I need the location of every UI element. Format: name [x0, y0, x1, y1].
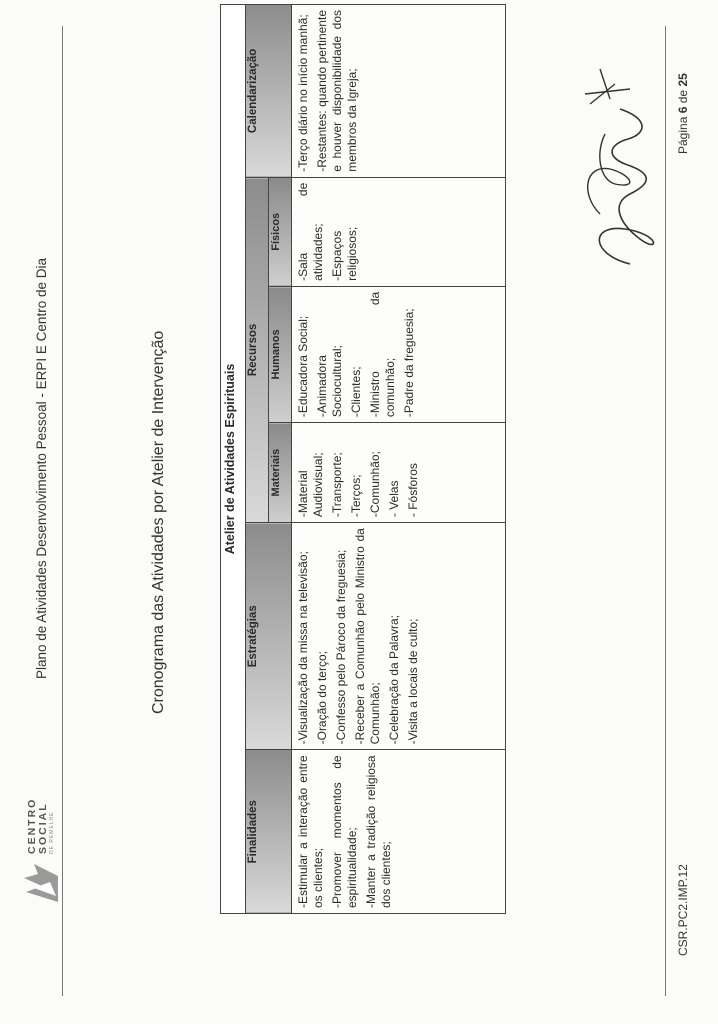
estrategia-item: -Receber a Comunhão pelo Ministro da Comunhão;	[353, 528, 382, 745]
calendarizacao-cell	[292, 5, 506, 178]
calendarizacao-item: -Restantes: quando pertinente e houver disponibilidade dos membros da Igreja;	[315, 10, 359, 172]
page-header: Plano de Atividades Desenvolvimento Pessoal - ERPI E Centro de Dia	[34, 258, 49, 679]
footer-divider	[665, 26, 666, 996]
fisico-item: -Espaços religiosos;	[330, 226, 359, 281]
page-current: 6	[676, 106, 690, 114]
finalidade-item: -Promover momentos de espiritualidade;	[330, 755, 359, 908]
atelier-title: Atelier de Atividades Espirituais	[221, 5, 246, 914]
estrategias-cell	[292, 523, 506, 750]
header-finalidades: Finalidades	[246, 750, 292, 914]
humano-item: -Educadora Social;	[296, 315, 310, 418]
finalidades-cell	[292, 750, 506, 914]
materiais-cell	[292, 423, 506, 523]
header-materiais: Materiais	[269, 423, 292, 523]
fisicos-cell	[292, 177, 506, 286]
page-prefix: Página	[676, 116, 690, 154]
estrategia-item: -Visualização da missa na televisão;	[296, 551, 310, 745]
material-item: - Fósforos	[406, 463, 420, 518]
header-divider	[62, 26, 63, 996]
page-of: de	[676, 89, 690, 104]
logo-mark-icon	[20, 860, 62, 906]
header-calendarizacao: Calendarização	[246, 5, 292, 178]
estrategia-item: -Visita a locais de culto;	[406, 618, 420, 745]
header-estrategias: Estratégias	[246, 523, 292, 750]
humano-item: -Animadora Sociocultural;	[315, 345, 344, 418]
humano-item: -Clientes;	[349, 366, 363, 418]
activities-table	[220, 4, 506, 914]
estrategia-item: -Confesso pelo Pároco da freguesia;	[334, 549, 348, 745]
finalidade-item: -Manter a tradição religiosa dos clientes;	[364, 755, 393, 908]
logo-line-2: SOCIAL	[37, 802, 49, 854]
header-humanos: Humanos	[269, 286, 292, 422]
page-total: 25	[676, 73, 690, 87]
material-item: -Comunhão;	[368, 451, 382, 518]
logo	[18, 726, 64, 906]
logo-line-1: CENTRO	[26, 797, 38, 854]
estrategia-item: -Celebração da Palavra;	[387, 614, 401, 745]
page-number	[676, 73, 690, 154]
finalidade-item: -Estimular a interação entre os clientes;	[296, 755, 325, 908]
header-recursos: Recursos	[246, 177, 269, 522]
estrategia-item: -Oração do terço;	[315, 651, 329, 745]
document-title: Cronograma das Atividades por Atelier de Intervenção	[150, 330, 167, 714]
document-code: CSR.PC2.IMP.12	[676, 864, 690, 956]
logo-line-3: DE REMELHE	[49, 811, 55, 854]
humano-item: -Padre da freguesia;	[402, 308, 416, 418]
material-item: - Velas	[387, 480, 401, 518]
calendarizacao-item: -Terço diário no início manhã;	[296, 14, 310, 172]
humano-item: -Ministro da comunhão;	[368, 291, 397, 418]
material-item: -Transporte;	[330, 452, 344, 518]
material-item: -Terços;	[349, 474, 363, 518]
header-fisicos: Físicos	[269, 177, 292, 286]
material-item: -Material Audiovisual;	[296, 452, 325, 518]
handwritten-signature	[570, 54, 670, 284]
fisico-item: -Sala de atividades;	[296, 182, 325, 281]
humanos-cell	[292, 286, 506, 422]
